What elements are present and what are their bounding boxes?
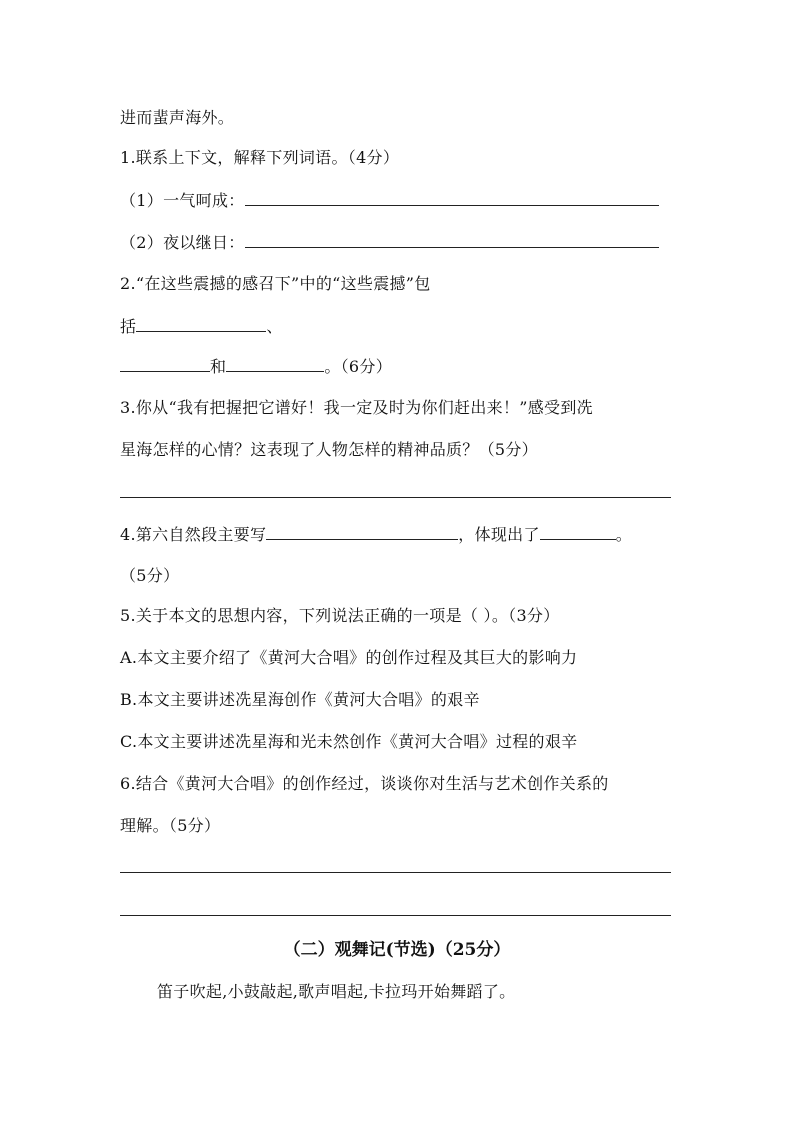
answer-line[interactable] bbox=[120, 497, 671, 498]
question-6-line-2: 理解。（5分） bbox=[120, 816, 221, 835]
question-text: 4.第六自然段主要写 bbox=[120, 525, 267, 544]
question-3: 3.你从“我有把握把它谱好！我一定及时为你们赶出来！”感受到冼 bbox=[120, 398, 593, 417]
question-2-line-3 bbox=[120, 356, 392, 377]
question-1-item-2 bbox=[120, 232, 659, 253]
option-a: A.本文主要介绍了《黄河大合唱》的创作过程及其巨大的影响力 bbox=[120, 648, 578, 667]
question-text: 和 bbox=[210, 357, 227, 376]
question-5: 5.关于本文的思想内容，下列说法正确的一项是（ ）。（3分） bbox=[120, 606, 560, 625]
text-line: 进而蜚声海外。 bbox=[120, 108, 235, 127]
question-4-score: （5分） bbox=[120, 566, 180, 585]
question-2-line-2 bbox=[120, 316, 283, 337]
question-4 bbox=[120, 524, 632, 545]
answer-blank[interactable] bbox=[266, 524, 458, 540]
question-3-line-2: 星海怎样的心情？这表现了人物怎样的精神品质？（5分） bbox=[120, 440, 538, 459]
answer-blank[interactable] bbox=[226, 356, 324, 372]
answer-blank[interactable] bbox=[120, 356, 210, 372]
question-1: 1.联系上下文，解释下列词语。（4分） bbox=[120, 148, 400, 167]
item-label: （2）夜以继日： bbox=[120, 233, 245, 252]
paragraph: 笛子吹起,小鼓敲起,歌声唱起,卡拉玛开始舞蹈了。 bbox=[157, 982, 516, 1001]
answer-blank[interactable] bbox=[540, 524, 616, 540]
answer-blank[interactable] bbox=[136, 316, 266, 332]
question-text: 、 bbox=[266, 317, 283, 336]
question-text: 括 bbox=[120, 317, 137, 336]
item-label: （1）一气呵成： bbox=[120, 191, 245, 210]
option-b: B.本文主要讲述冼星海创作《黄河大合唱》的艰辛 bbox=[120, 690, 480, 709]
answer-blank[interactable] bbox=[245, 190, 659, 206]
answer-line[interactable] bbox=[120, 872, 671, 873]
section-title: （二）观舞记(节选)（25分） bbox=[283, 940, 511, 960]
question-1-item-1 bbox=[120, 190, 659, 211]
question-6: 6.结合《黄河大合唱》的创作经过，谈谈你对生活与艺术创作关系的 bbox=[120, 774, 609, 793]
question-text: 。（6分） bbox=[324, 357, 392, 376]
answer-line[interactable] bbox=[120, 915, 671, 916]
option-c: C.本文主要讲述冼星海和光未然创作《黄河大合唱》过程的艰辛 bbox=[120, 732, 578, 751]
question-text: 。 bbox=[615, 525, 633, 544]
question-2: 2.“在这些震撼的感召下”中的“这些震撼”包 bbox=[120, 274, 431, 293]
answer-blank[interactable] bbox=[245, 232, 659, 248]
question-text: ，体现出了 bbox=[458, 525, 540, 544]
